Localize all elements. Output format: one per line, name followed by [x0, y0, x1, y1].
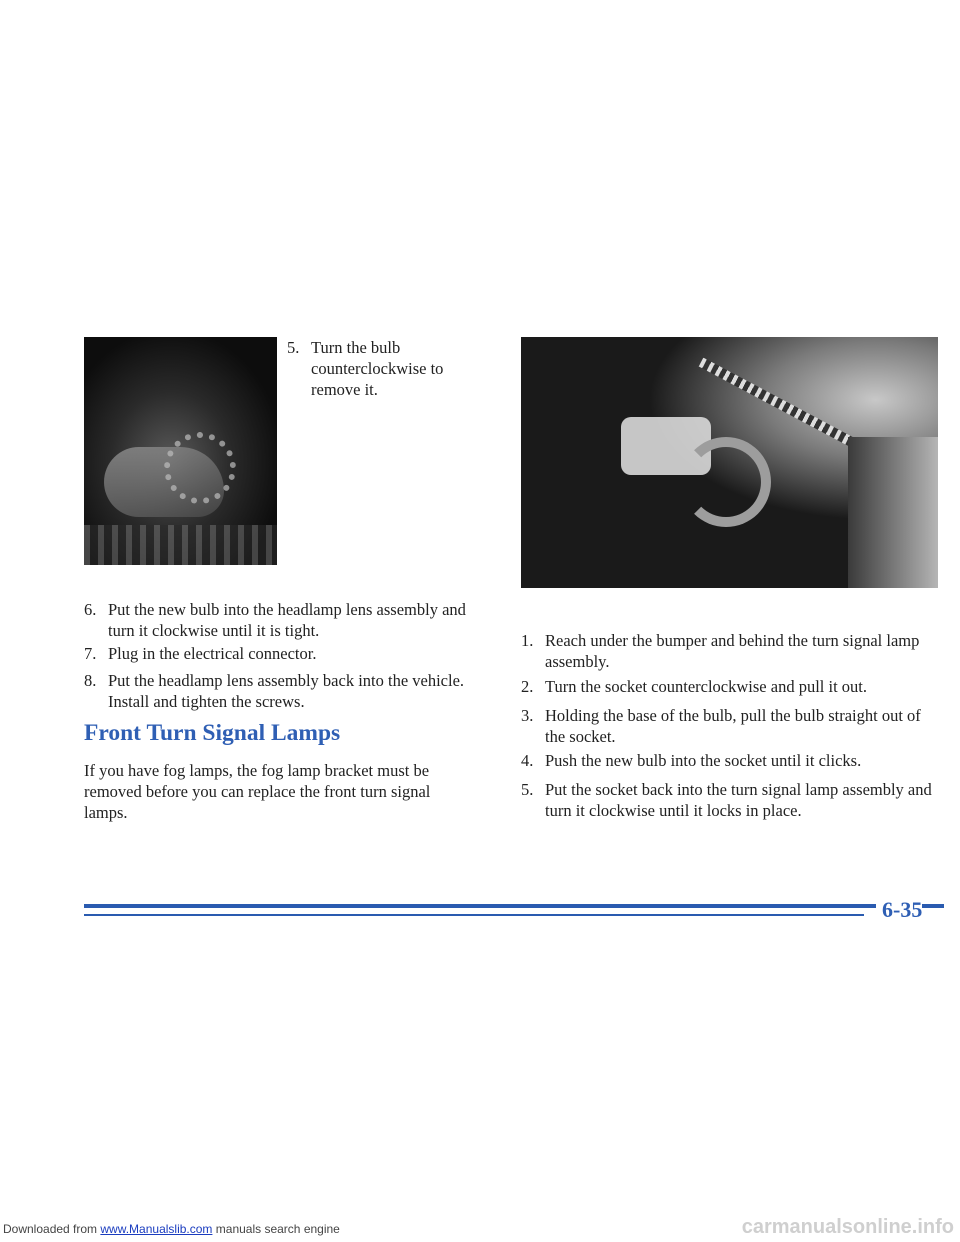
step-7: [84, 643, 484, 664]
panel-shape: [848, 437, 938, 588]
section-heading: Front Turn Signal Lamps: [84, 720, 341, 746]
headlamp-bulb-photo: [84, 337, 277, 565]
turn-signal-socket-photo: [521, 337, 938, 588]
footer-rule-thin: [84, 914, 864, 916]
step-text: Put the new bulb into the headlamp lens assembly and turn it clockwise until it is tight.: [108, 600, 466, 640]
page-number: 6-35: [876, 897, 922, 923]
watermark: carmanualsonline.info: [741, 1216, 954, 1238]
step-4: [521, 750, 931, 771]
step-number: 4.: [521, 751, 534, 770]
step-1: [521, 630, 931, 672]
footer-rule: [84, 904, 944, 908]
step-text: Turn the bulb counterclockwise to remove it.: [311, 338, 444, 399]
step-number: 2.: [521, 677, 534, 696]
step-number: 8.: [84, 671, 97, 690]
step-number: 3.: [521, 706, 534, 725]
intro-paragraph: If you have fog lamps, the fog lamp bracket must be removed before you can replace the front turn signal lamps.: [84, 761, 431, 822]
step-5: [521, 779, 936, 821]
step-number: 5.: [521, 780, 534, 799]
socket-shape: [681, 437, 771, 527]
credit-prefix: Downloaded from: [3, 1222, 101, 1236]
credit-suffix: manuals search engine: [212, 1222, 340, 1236]
step-3: [521, 705, 931, 747]
download-credit: [3, 1222, 340, 1236]
step-text: Reach under the bumper and behind the turn signal lamp assembly.: [545, 631, 920, 671]
step-number: 5.: [287, 338, 300, 357]
manualslib-link[interactable]: www.Manualslib.com: [100, 1222, 213, 1236]
step-number: 7.: [84, 644, 97, 663]
bulb-shape: [164, 432, 236, 504]
step-text: Turn the socket counterclockwise and pull it out.: [545, 677, 867, 696]
step-text: Put the headlamp lens assembly back into the vehicle. Install and tighten the screws.: [108, 671, 465, 711]
step-text: Put the socket back into the turn signal lamp assembly and turn it clockwise until it locks in place.: [545, 780, 932, 820]
step-text: Push the new bulb into the socket until it clicks.: [545, 751, 862, 770]
step-number: 1.: [521, 631, 534, 650]
step-6: [84, 599, 484, 641]
step-text: Plug in the electrical connector.: [108, 644, 317, 663]
step-number: 6.: [84, 600, 97, 619]
grille-shape: [84, 525, 277, 565]
step-5-remove-bulb: [287, 337, 487, 400]
step-text: Holding the base of the bulb, pull the bulb straight out of the socket.: [545, 706, 921, 746]
step-8: [84, 670, 484, 712]
step-2: [521, 676, 931, 697]
